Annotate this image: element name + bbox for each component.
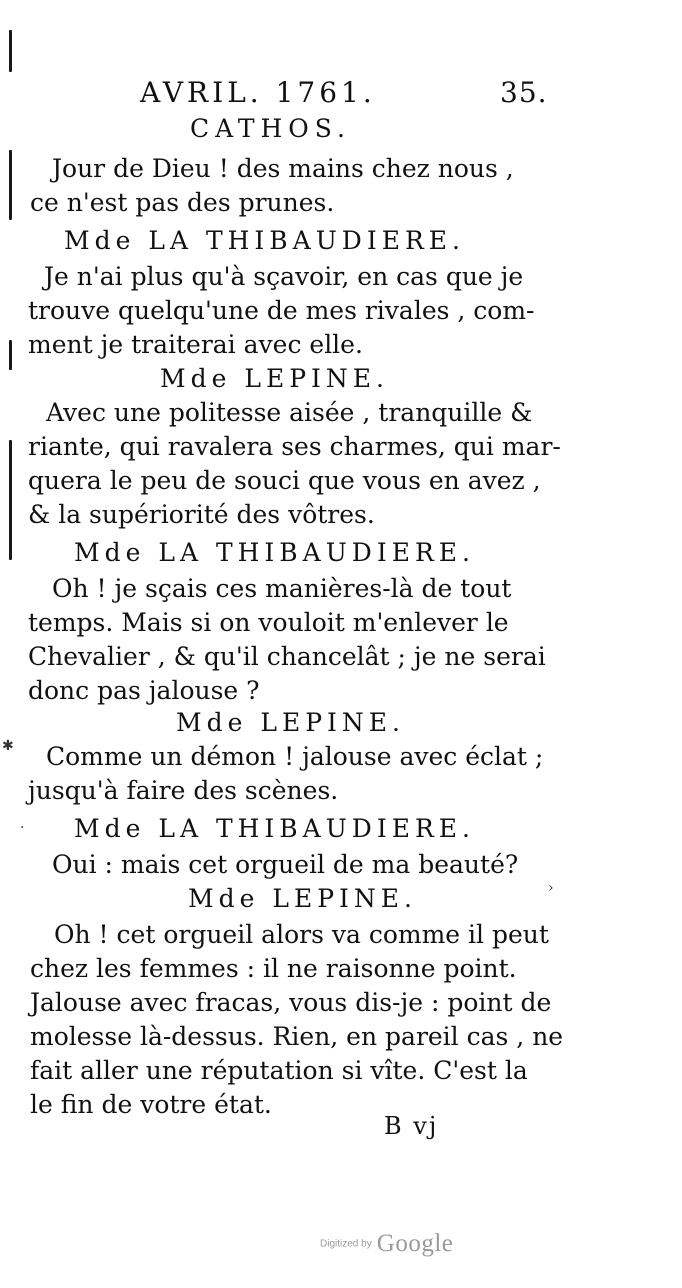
text-line: Chevalier , & qu'il chancelât ; je ne serai — [28, 642, 546, 671]
speaker-heading: Mde LEPINE. — [160, 364, 389, 393]
binding-edge — [9, 440, 12, 560]
print-speck: ✱ — [2, 738, 14, 754]
speaker-heading: Mde LA THIBAUDIERE. — [74, 814, 475, 843]
speaker-heading: Mde LA THIBAUDIERE. — [74, 538, 475, 567]
binding-edge — [9, 30, 12, 72]
google-logo: Google — [376, 1230, 454, 1257]
running-title: AVRIL. 1761. — [140, 76, 376, 109]
text-line: ment je traiterai avec elle. — [28, 330, 363, 359]
speaker-heading: Mde LA THIBAUDIERE. — [64, 226, 465, 255]
speaker-heading: Mde LEPINE. — [176, 708, 405, 737]
text-line: quera le peu de souci que vous en avez , — [28, 466, 541, 495]
text-line: Comme un démon ! jalouse avec éclat ; — [46, 742, 544, 771]
speaker-heading: CATHOS. — [190, 114, 351, 143]
digitization-watermark — [320, 1230, 453, 1258]
text-line: Avec une politesse aisée , tranquille & — [46, 398, 533, 427]
speaker-heading: Mde LEPINE. — [188, 884, 417, 913]
text-line: Jalouse avec fracas, vous dis-je : point de — [30, 988, 552, 1017]
text-line: Jour de Dieu ! des mains chez nous , — [52, 154, 514, 183]
text-line: Je n'ai plus qu'à sçavoir, en cas que je — [44, 262, 524, 291]
print-speck: · — [20, 820, 25, 836]
text-line: Oui : mais cet orgueil de ma beauté? — [52, 850, 519, 879]
watermark-prefix: Digitized by — [320, 1238, 372, 1250]
text-line: fait aller une réputation si vîte. C'est la — [30, 1056, 528, 1085]
text-line: chez les femmes : il ne raisonne point. — [30, 954, 517, 983]
text-line: molesse là-dessus. Rien, en pareil cas , ne — [30, 1022, 564, 1051]
text-line: donc pas jalouse ? — [28, 676, 260, 705]
text-line: Oh ! je sçais ces manières-là de tout — [52, 574, 512, 603]
page-number: 35. — [500, 76, 548, 109]
signature-mark: B vj — [384, 1112, 439, 1140]
binding-edge — [9, 340, 12, 370]
text-line: & la supériorité des vôtres. — [28, 500, 375, 529]
running-header — [0, 76, 682, 116]
print-speck: › — [548, 880, 554, 896]
text-line: jusqu'à faire des scènes. — [28, 776, 339, 805]
text-line: temps. Mais si on vouloit m'enlever le — [28, 608, 509, 637]
text-line: riante, qui ravalera ses charmes, qui mar- — [28, 432, 561, 461]
text-line: le fin de votre état. — [30, 1090, 272, 1119]
text-line: trouve quelqu'une de mes rivales , com- — [28, 296, 535, 325]
text-line: ce n'est pas des prunes. — [30, 188, 335, 217]
text-line: Oh ! cet orgueil alors va comme il peut — [54, 920, 549, 949]
binding-edge — [9, 150, 12, 220]
